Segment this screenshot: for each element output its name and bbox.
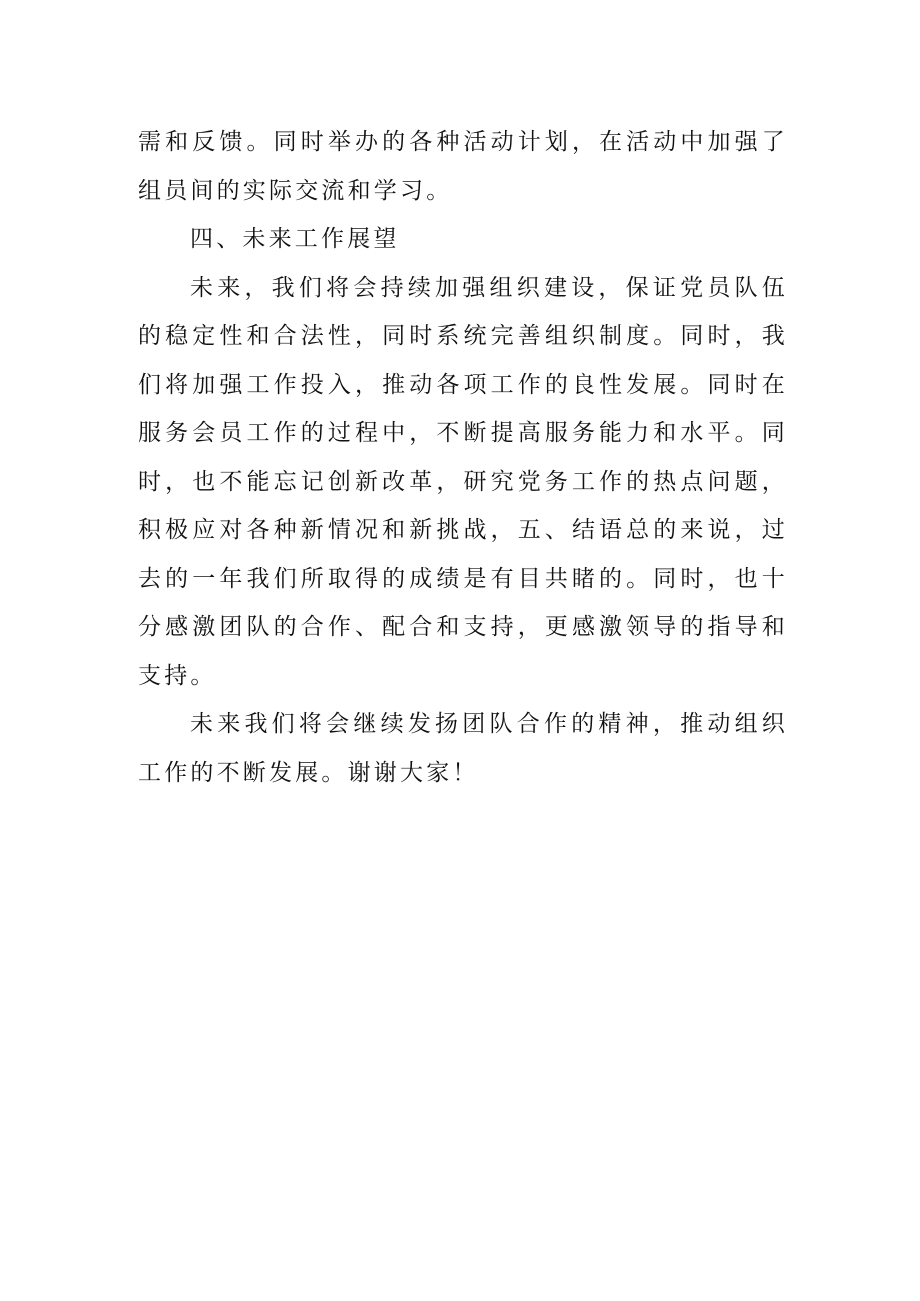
document-body: [138, 118, 788, 797]
paragraph-closing: 未来我们将会继续发扬团队合作的精神，推动组织工作的不断发展。谢谢大家！: [138, 711, 788, 786]
paragraph-future-plans: 未来，我们将会持续加强组织建设，保证党员队伍的稳定性和合法性，同时系统完善组织制度。同时，我们将加强工作投入，推动各项工作的良性发展。同时在服务会员工作的过程中，不断提高服务能力和水平。同时，也不能忘记创新改革，研究党务工作的热点问题，积极应对各种新情况和新挑战，五、结语总的来说，过去的一年我们所取得的成绩是有目共睹的。同时，也十分感激团队的合作、配合和支持，更感激领导的指导和支持。: [138, 274, 788, 689]
paragraph-continuation: 需和反馈。同时举办的各种活动计划，在活动中加强了组员间的实际交流和学习。: [138, 129, 788, 204]
section-heading-future-outlook: 四、未来工作展望: [190, 226, 400, 252]
